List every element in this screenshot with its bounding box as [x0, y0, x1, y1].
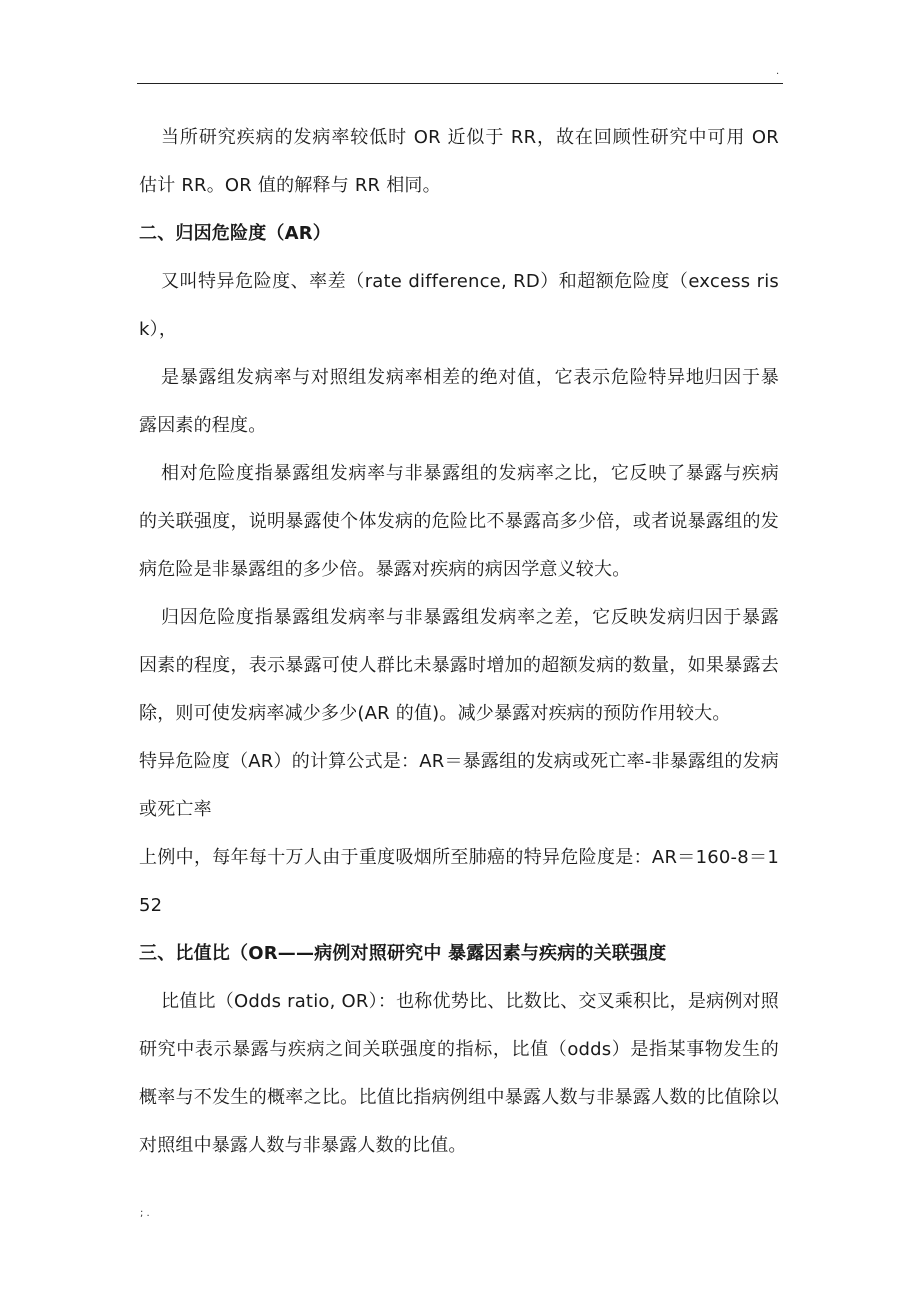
heading-odds-ratio: 三、比值比（OR——病例对照研究中 暴露因素与疾病的关联强度 [139, 943, 667, 964]
paragraph-ar-example: 上例中，每年每十万人由于重度吸烟所至肺癌的特异危险度是：AR＝160-8＝152 [139, 847, 779, 916]
footer-mark: ; . [140, 1208, 150, 1219]
header-rule [137, 83, 783, 84]
document-body [139, 114, 779, 1170]
paragraph-ar-aliases: 又叫特异危险度、率差（rate difference, RD）和超额危险度（excess risk）， [139, 271, 779, 340]
heading-attributable-risk: 二、归因危险度（AR） [139, 223, 331, 244]
paragraph-attributable-risk: 归因危险度指暴露组发病率与非暴露组发病率之差，它反映发病归因于暴露因素的程度，表示暴露可使人群比未暴露时增加的超额发病的数量，如果暴露去除，则可使发病率减少多少(AR 的值)。减少暴露对疾病的预防作用较大。 [139, 607, 779, 724]
header-mark: . [776, 66, 780, 77]
paragraph-ar-definition: 是暴露组发病率与对照组发病率相差的绝对值，它表示危险特异地归因于暴露因素的程度。 [139, 367, 779, 436]
paragraph-odds-ratio-definition: 比值比（Odds ratio, OR）：也称优势比、比数比、交叉乘积比，是病例对照研究中表示暴露与疾病之间关联强度的指标，比值（odds）是指某事物发生的概率与不发生的概率之比。比值比指病例组中暴露人数与非暴露人数的比值除以对照组中暴露人数与非暴露人数的比值。 [139, 991, 779, 1156]
paragraph-or-approx-rr: 当所研究疾病的发病率较低时 OR 近似于 RR，故在回顾性研究中可用 OR 估计 RR。OR 值的解释与 RR 相同。 [139, 127, 779, 196]
paragraph-ar-formula: 特异危险度（AR）的计算公式是：AR＝暴露组的发病或死亡率-非暴露组的发病或死亡率 [139, 751, 779, 820]
paragraph-relative-risk: 相对危险度指暴露组发病率与非暴露组的发病率之比，它反映了暴露与疾病的关联强度，说明暴露使个体发病的危险比不暴露高多少倍，或者说暴露组的发病危险是非暴露组的多少倍。暴露对疾病的病因学意义较大。 [139, 463, 779, 580]
